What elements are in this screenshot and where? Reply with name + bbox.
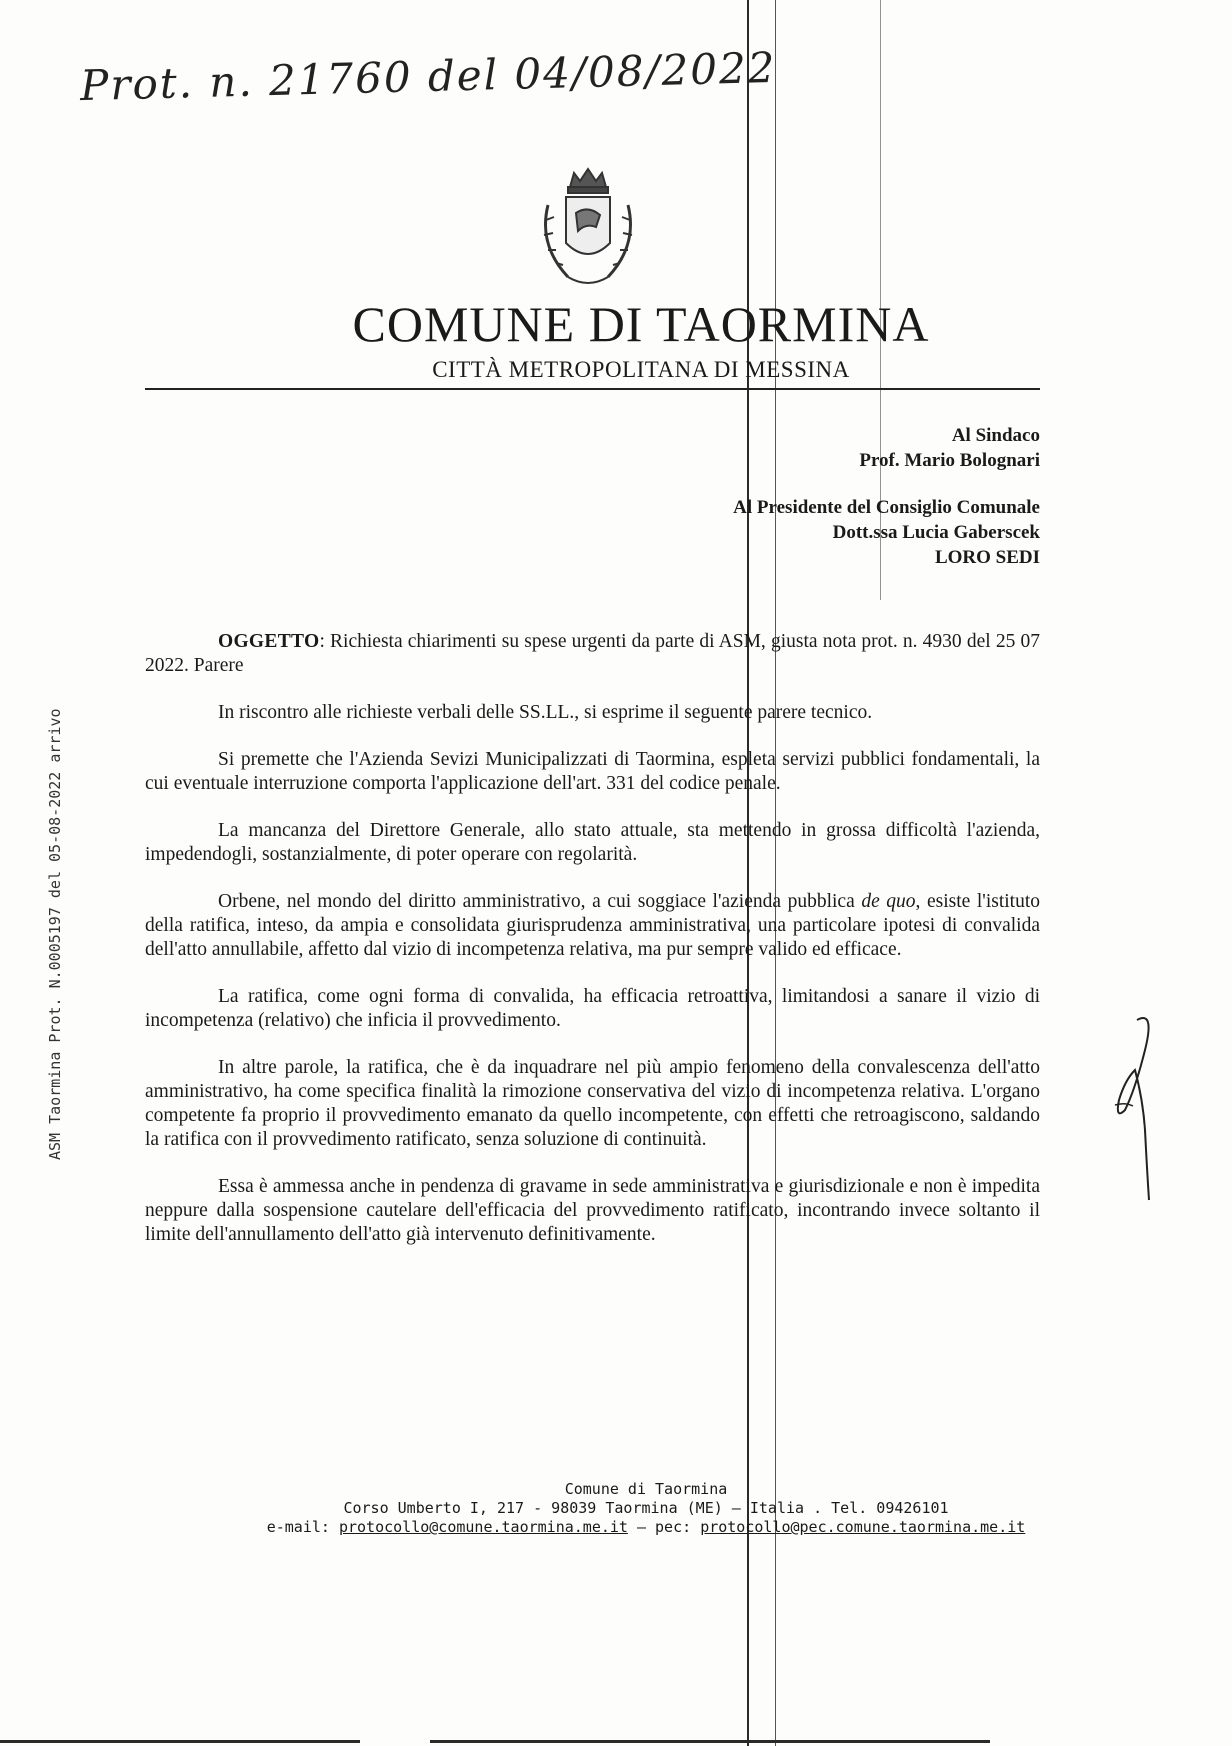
- recipient-line: Al Presidente del Consiglio Comunale: [733, 497, 1040, 518]
- municipal-crest-icon: [528, 165, 648, 295]
- footer-address: Corso Umberto I, 217 - 98039 Taormina (ME) – Italia . Tel. 09426101: [343, 1499, 949, 1517]
- pec-link[interactable]: protocollo@pec.comune.taormina.me.it: [700, 1518, 1026, 1536]
- letter-body: [145, 630, 1040, 1270]
- page-subtitle: CITTÀ METROPOLITANA DI MESSINA: [432, 357, 850, 382]
- subject-text: : Richiesta chiarimenti su spese urgenti da parte di ASM, giusta nota prot. n. 4930 del 25 07 2022. Parere: [145, 631, 1040, 676]
- body-paragraph: Orbene, nel mondo del diritto amministrativo, a cui soggiace l'azienda pubblica de quo, esiste l'istituto della ratifica, inteso, da ampia e consolidata giurisprudenza amministrativa, una particolare ipotesi di convalida dell'atto annullabile, affetto dal vizio di incompetenza relativa, ma pur sempre valido ed efficace.: [145, 891, 1041, 960]
- protocol-side-stamp: ASM Taormina Prot. N.0005197 del 05-08-2022 arrivo: [46, 708, 64, 1160]
- recipient-line: Al Sindaco: [951, 425, 1040, 446]
- subject-label: OGGETTO: [218, 631, 320, 652]
- footer-contact: [0, 1480, 1232, 1537]
- footer-emails: e-mail: protocollo@comune.taormina.me.it – pec: protocollo@pec.comune.taormina.me.it: [266, 1518, 1026, 1536]
- recipient-line: LORO SEDI: [934, 547, 1040, 568]
- body-paragraph: La mancanza del Direttore Generale, allo stato attuale, sta mettendo in grossa difficoltà l'azienda, impedendogli, sostanzialmente, di poter operare con regolarità.: [145, 820, 1040, 865]
- handwritten-protocol-note: Prot. n. 21760 del 04/08/2022: [79, 42, 778, 111]
- handwritten-signature-icon: [1085, 1010, 1175, 1210]
- scan-artifact-line: [0, 1740, 360, 1743]
- email-link[interactable]: protocollo@comune.taormina.me.it: [338, 1518, 628, 1536]
- body-paragraph: Si premette che l'Azienda Sevizi Municipalizzati di Taormina, espleta servizi pubblici fondamentali, la cui eventuale interruzione comporta l'applicazione dell'art. 331 del codice penale.: [145, 749, 1040, 794]
- recipient-line: Dott.ssa Lucia Gaberscek: [832, 522, 1040, 543]
- header-divider: [145, 388, 1040, 390]
- page-title: COMUNE DI TAORMINA: [352, 296, 930, 352]
- scan-artifact-line: [430, 1740, 990, 1743]
- body-paragraph: Essa è ammessa anche in pendenza di gravame in sede amministrativa e giurisdizionale e non è impedita neppure dalla sospensione cautelare dell'efficacia del provvedimento ratificato, incontrando invece soltanto il limite dell'annullamento dell'atto già intervenuto definitivamente.: [145, 1176, 1040, 1245]
- recipient-line: Prof. Mario Bolognari: [859, 450, 1040, 471]
- body-paragraph: In riscontro alle richieste verbali delle SS.LL., si esprime il seguente parere tecnico.: [218, 702, 873, 723]
- body-paragraph: La ratifica, come ogni forma di convalida, ha efficacia retroattiva, limitandosi a sanare il vizio di incompetenza (relativo) che inficia il provvedimento.: [145, 986, 1040, 1031]
- subject-paragraph: [145, 630, 1040, 678]
- recipients-block: [733, 423, 1040, 570]
- footer-org-name: Comune di Taormina: [564, 1480, 728, 1498]
- latin-phrase: de quo: [861, 891, 916, 912]
- body-paragraph: In altre parole, la ratifica, che è da inquadrare nel più ampio fenomeno della convalescenza dell'atto amministrativo, ha come specifica finalità la rimozione conservativa del vizio di incompetenza relativa. L'organo competente fa proprio il provvedimento emanato da quello incompetente, con effetti che retroagiscono, saldando la ratifica con il provvedimento ratificato, senza soluzione di continuità.: [145, 1057, 1040, 1150]
